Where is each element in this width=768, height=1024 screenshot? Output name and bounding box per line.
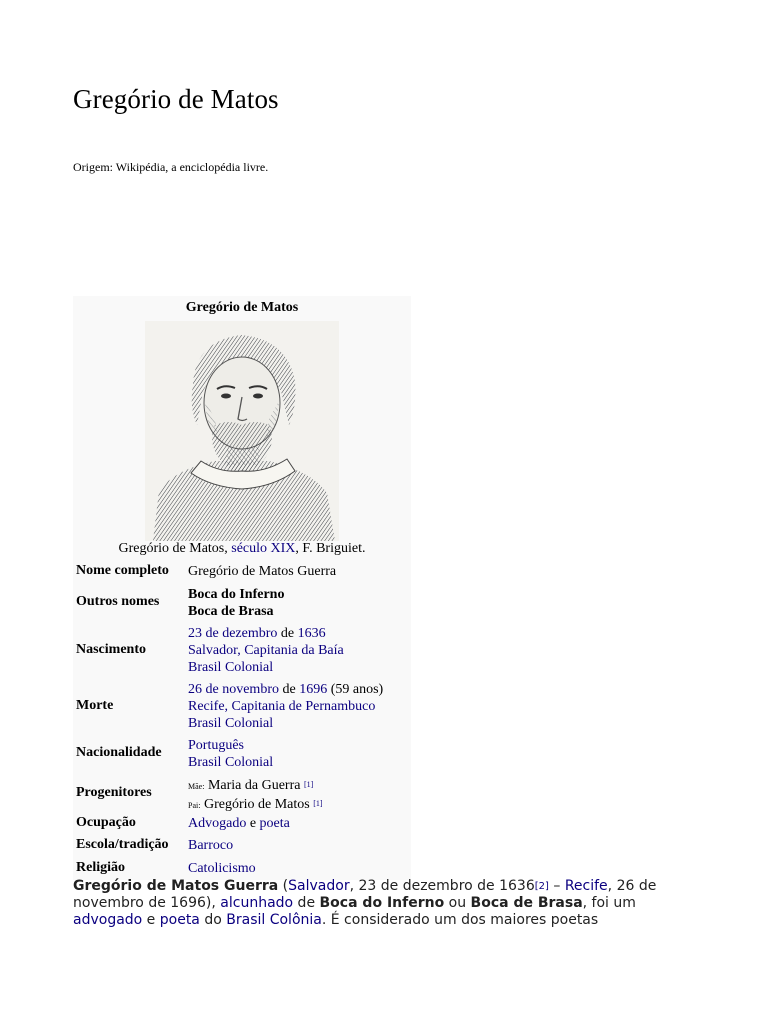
caption-link-seculo[interactable]: século XIX (231, 541, 296, 556)
value-outros-nomes (188, 586, 284, 620)
pai-name: Gregório de Matos (203, 797, 310, 812)
value-morte (188, 681, 383, 732)
intro-bold-boca-inferno: Boca do Inferno (319, 895, 445, 911)
link-barroco[interactable]: Barroco (188, 838, 234, 853)
link-death-date[interactable]: 26 de novembro (188, 682, 279, 697)
intro-text: do (199, 912, 227, 928)
value-religiao (188, 860, 256, 877)
link-birth-year[interactable]: 1636 (297, 626, 326, 641)
link-catolicismo[interactable]: Catolicismo (188, 861, 256, 876)
intro-ref-2[interactable]: [2] (534, 881, 549, 892)
mae-label: Mãe: (188, 782, 205, 791)
intro-text: . É considerado um dos maiores poetas (321, 912, 599, 928)
death-age: (59 anos) (330, 682, 384, 697)
mae-name: Maria da Guerra (207, 778, 301, 793)
label-nome-completo: Nome completo (76, 563, 169, 578)
pai-label: Pai: (188, 801, 201, 810)
link-advogado[interactable]: Advogado (188, 816, 247, 831)
intro-text: – (548, 878, 565, 894)
link-death-year[interactable]: 1696 (299, 682, 328, 697)
mae-ref-link[interactable]: [1] (303, 780, 314, 789)
birth-de: de (280, 626, 295, 641)
label-escola: Escola/tradição (76, 837, 169, 852)
intro-text: ou (444, 895, 471, 911)
intro-link-poeta[interactable]: poeta (159, 912, 200, 928)
page-title: Gregório de Matos (73, 84, 279, 114)
nickname-boca-brasa: Boca de Brasa (188, 604, 274, 619)
caption-suffix: , F. Briguiet. (295, 541, 366, 556)
value-escola (188, 837, 233, 854)
link-death-city[interactable]: Recife (188, 699, 225, 714)
portrait-image[interactable] (145, 321, 339, 541)
label-nacionalidade: Nacionalidade (76, 745, 162, 760)
value-progenitores (188, 776, 323, 814)
intro-text: de (293, 895, 320, 911)
ocupacao-e: e (249, 816, 257, 831)
portrait-engraving-icon (145, 321, 339, 541)
caption-prefix: Gregório de Matos, (118, 541, 228, 556)
intro-text: , 23 de dezembro de 1636 (349, 878, 535, 894)
link-brasil-colonial[interactable]: Brasil Colonial (188, 755, 274, 770)
pai-ref-link[interactable]: [1] (313, 799, 323, 808)
portrait-caption (73, 541, 411, 557)
infobox (73, 296, 411, 880)
intro-bold-name: Gregório de Matos Guerra (73, 878, 279, 894)
death-comma: , (224, 699, 229, 714)
intro-bold-boca-brasa: Boca de Brasa (470, 895, 583, 911)
birth-comma: , (237, 643, 241, 658)
value-nome-completo: Gregório de Matos Guerra (188, 564, 337, 579)
intro-link-salvador[interactable]: Salvador (288, 878, 350, 894)
nickname-boca-inferno: Boca do Inferno (188, 587, 285, 602)
link-birth-region[interactable]: Capitania da Baía (244, 643, 344, 658)
infobox-title: Gregório de Matos (185, 300, 299, 315)
label-outros-nomes: Outros nomes (76, 594, 160, 609)
intro-text: , 26 de novembro de 1696), (73, 878, 657, 911)
label-religiao: Religião (76, 860, 125, 875)
value-nacionalidade (188, 737, 273, 771)
link-poeta[interactable]: poeta (259, 816, 290, 831)
value-nascimento (188, 625, 344, 676)
death-de: de (282, 682, 296, 697)
label-nascimento: Nascimento (76, 642, 146, 657)
link-death-country[interactable]: Brasil Colonial (188, 716, 274, 731)
link-birth-country[interactable]: Brasil Colonial (188, 660, 274, 675)
intro-text: , foi um (582, 895, 636, 911)
link-birth-city[interactable]: Salvador (188, 643, 238, 658)
label-morte: Morte (76, 698, 114, 713)
link-death-region[interactable]: Capitania de Pernambuco (231, 699, 376, 714)
article-intro-paragraph (73, 878, 673, 929)
intro-text: e (142, 912, 160, 928)
intro-link-alcunhado[interactable]: alcunhado (220, 895, 294, 911)
intro-link-recife[interactable]: Recife (564, 878, 608, 894)
label-progenitores: Progenitores (76, 785, 152, 800)
link-portugues[interactable]: Português (188, 738, 244, 753)
value-ocupacao (188, 815, 290, 832)
intro-link-advogado[interactable]: advogado (73, 912, 143, 928)
label-ocupacao: Ocupação (76, 815, 136, 830)
page-subtitle: Origem: Wikipédia, a enciclopédia livre. (73, 160, 269, 174)
link-birth-date[interactable]: 23 de dezembro (188, 626, 278, 641)
intro-link-brasil-colonia[interactable]: Brasil Colônia (226, 912, 322, 928)
intro-text: ( (278, 878, 289, 894)
